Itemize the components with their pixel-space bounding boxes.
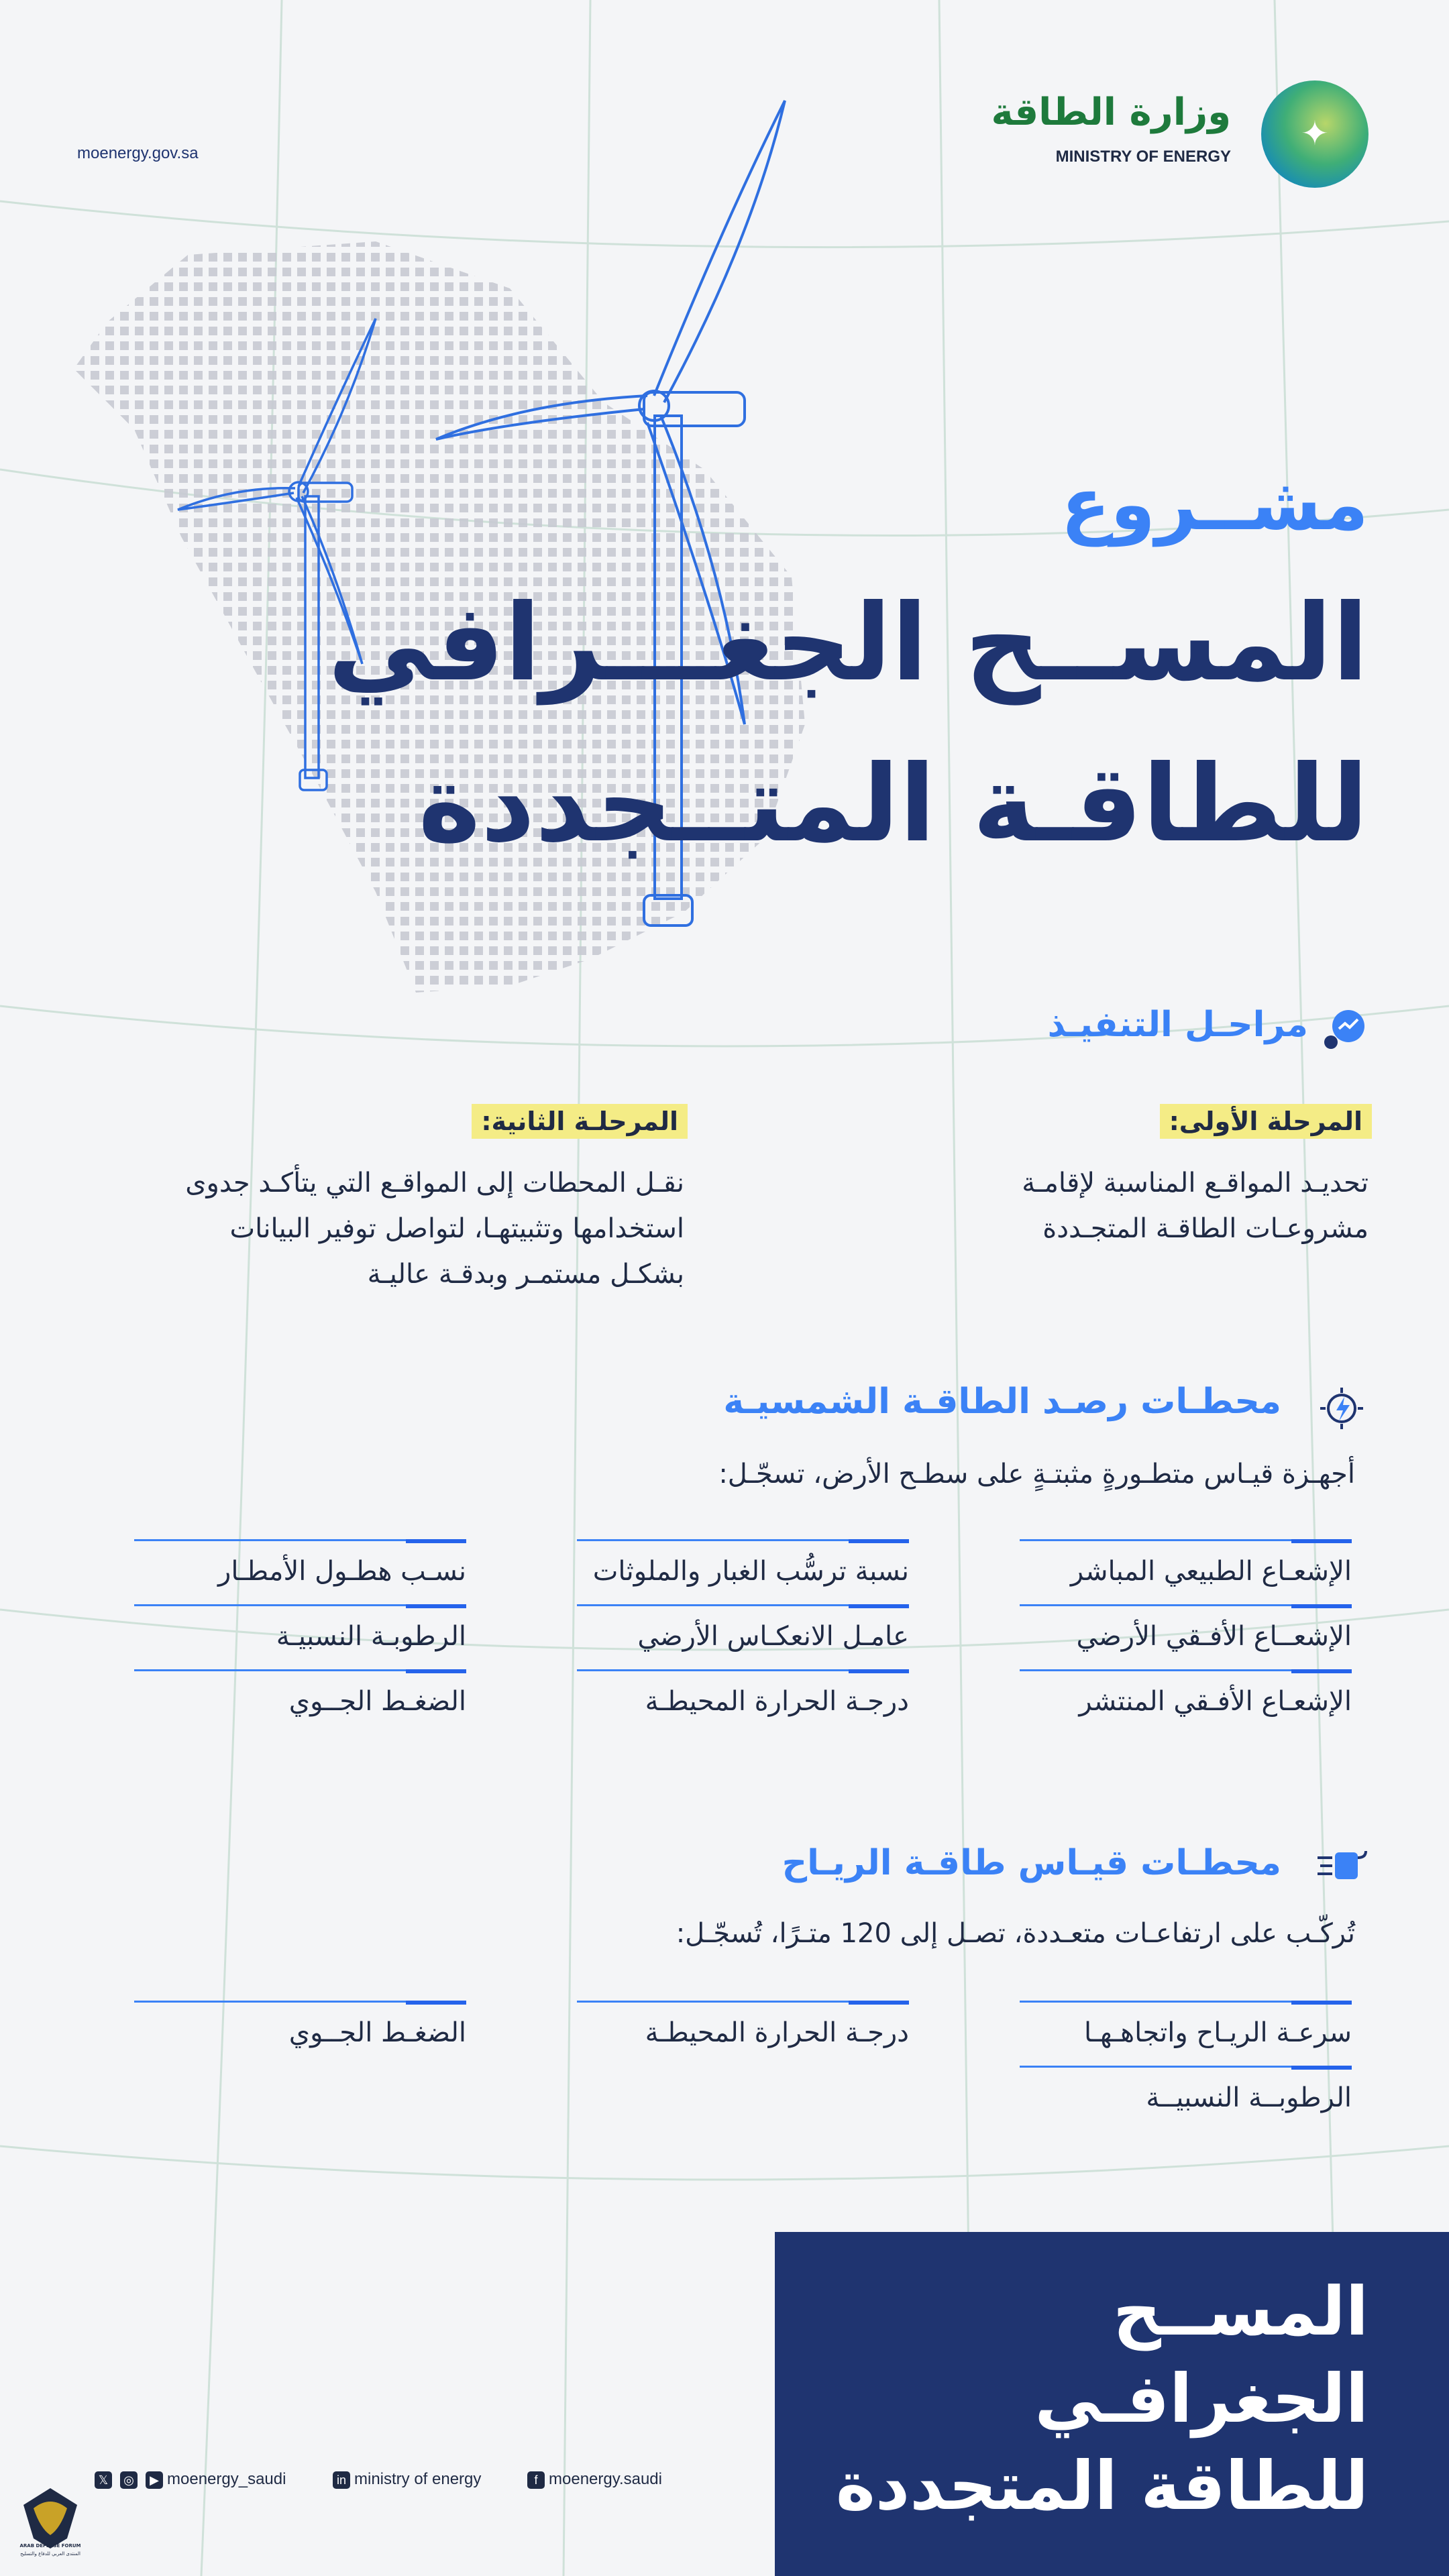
- wind-item: درجـة الحرارة المحيطـة: [577, 2001, 909, 2067]
- phases-title: مراحـل التنفيـذ: [1047, 1005, 1308, 1045]
- solar-item: الرطوبـة النسبيـة: [134, 1604, 466, 1671]
- linkedin-icon: in: [333, 2471, 350, 2489]
- footer-title-line2: الجغرافـي: [1034, 2359, 1368, 2438]
- phase1-block: [1160, 1107, 1372, 1136]
- phase2-line: نقـل المحطات إلى المواقـع التي يتأكـد جدوى: [185, 1168, 684, 1198]
- wind-item: الضغـط الجــوي: [134, 2001, 466, 2067]
- hero-title-line1: المســح الجغـــرافي: [327, 581, 1368, 705]
- wind-item: سرعـة الريـاح واتجاهـهـا: [1020, 2001, 1352, 2067]
- ministry-name-ar: وزارة الطاقة: [991, 91, 1231, 134]
- wind-title: محطـات قيـاس طاقـة الريـاح: [782, 1843, 1281, 1883]
- phase2-block: [472, 1107, 688, 1136]
- facebook-icon: f: [527, 2471, 545, 2489]
- watermark-logo: [13, 2481, 87, 2569]
- footer-title-box: [775, 2232, 1449, 2576]
- solar-title: محطـات رصـد الطاقـة الشمسيـة: [723, 1382, 1281, 1422]
- website-link[interactable]: moenergy.gov.sa: [77, 144, 199, 162]
- social-facebook-handle: moenergy.saudi: [549, 2470, 662, 2488]
- hero-project-label: مشــروع: [1061, 463, 1368, 547]
- social-facebook-link[interactable]: [523, 2470, 662, 2489]
- phase2-text: [94, 1160, 684, 1297]
- x-icon: 𝕏: [95, 2471, 112, 2489]
- social-x-handle: moenergy_saudi: [167, 2470, 286, 2488]
- ministry-name-en: MINISTRY OF ENERGY: [1055, 148, 1231, 166]
- sun-bolt-icon: [1312, 1385, 1368, 1432]
- solar-item: نسبة ترسُّب الغبار والملوثات: [577, 1539, 909, 1606]
- phase1-label: المرحلة الأولى:: [1160, 1104, 1372, 1139]
- solar-item: الإشعـاع الأفـقي المنتشر: [1020, 1669, 1352, 1736]
- youtube-icon: ▶: [146, 2471, 163, 2489]
- solar-item: درجـة الحرارة المحيطـة: [577, 1669, 909, 1736]
- instagram-icon: ◎: [120, 2471, 138, 2489]
- wind-item: الرطوبــة النسبيــة: [1020, 2066, 1352, 2132]
- phase1-line: مشروعـات الطاقـة المتجـددة: [1042, 1213, 1368, 1244]
- solar-item: عامـل الانعكـاس الأرضي: [577, 1604, 909, 1671]
- phase1-text: [899, 1160, 1368, 1251]
- phase2-label: المرحلـة الثانية:: [472, 1104, 688, 1139]
- chart-bubble-icon: [1322, 1006, 1368, 1053]
- solar-item: الضغـط الجــوي: [134, 1669, 466, 1736]
- solar-item: الإشعــاع الأفـقي الأرضي: [1020, 1604, 1352, 1671]
- solar-item: الإشعـاع الطبيعي المباشر: [1020, 1539, 1352, 1606]
- watermark-text-ar: المنتدى العربي للدفاع والتسليح: [20, 2551, 80, 2557]
- social-x-link[interactable]: [91, 2470, 286, 2489]
- ministry-logo-mark: [1261, 80, 1368, 188]
- social-linkedin-link[interactable]: [329, 2470, 481, 2489]
- phase2-line: بشكـل مستمـر وبدقـة عاليـة: [367, 1259, 684, 1290]
- footer-title-line3: للطاقة المتجددة: [835, 2447, 1368, 2525]
- phase2-line: استخدامها وتثبيتهـا، لتواصل توفير البيانات: [229, 1213, 684, 1244]
- phase1-line: تحديـد المواقـع المناسبة لإقامـة: [1022, 1168, 1368, 1198]
- watermark-text: ARAB DEFENSE FORUM: [19, 2543, 81, 2549]
- wind-intro: تُركّـب على ارتفاعـات متعـددة، تصـل إلى 120 متـرًا، تُسجّـل:: [676, 1918, 1355, 1949]
- emblem-icon: ✦: [1301, 114, 1329, 153]
- solar-intro: أجهـزة قيـاس متطـورةٍ مثبتـةٍ على سطـح الأرض، تسجّـل:: [718, 1459, 1355, 1490]
- social-linkedin-handle: ministry of energy: [354, 2470, 482, 2488]
- footer-title-line1: المســح: [1112, 2272, 1368, 2351]
- solar-item: نسـب هطـول الأمطـار: [134, 1539, 466, 1606]
- hero-title-line2: للطاقـة المتــجددة: [418, 742, 1368, 866]
- wind-station-icon: [1315, 1844, 1368, 1887]
